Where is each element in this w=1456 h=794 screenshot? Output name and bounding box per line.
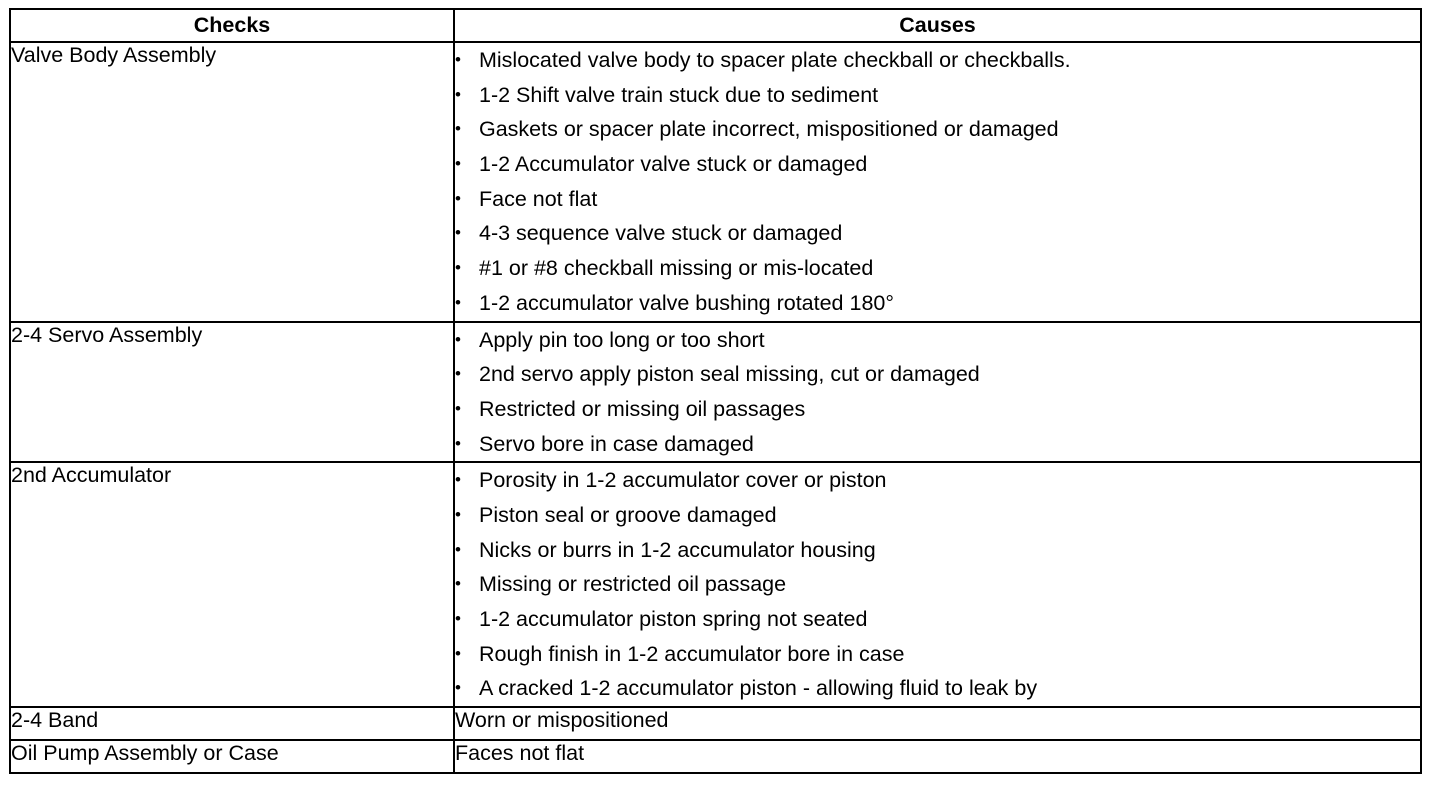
causes-cell xyxy=(454,462,1421,707)
table-row xyxy=(10,42,1421,322)
check-label: 2nd Accumulator xyxy=(10,462,454,707)
cause-item: • A cracked 1-2 accumulator piston - allowing fluid to leak by xyxy=(455,671,1420,706)
check-label: 2-4 Servo Assembly xyxy=(10,322,454,463)
cause-item: • 2nd servo apply piston seal missing, cut or damaged xyxy=(455,357,1420,392)
cause-item: • 1-2 Accumulator valve stuck or damaged xyxy=(455,147,1420,182)
cause-text: Faces not flat xyxy=(454,740,1421,773)
table-row xyxy=(10,462,1421,707)
cause-item: • Mislocated valve body to spacer plate checkball or checkballs. xyxy=(455,43,1420,78)
cause-list xyxy=(455,43,1420,321)
checks-header: Checks xyxy=(10,9,454,42)
causes-cell xyxy=(454,322,1421,463)
causes-header: Causes xyxy=(454,9,1421,42)
check-label: Oil Pump Assembly or Case xyxy=(10,740,454,773)
table-row xyxy=(10,322,1421,463)
cause-list xyxy=(455,463,1420,706)
cause-item: • 1-2 accumulator valve bushing rotated 180° xyxy=(455,286,1420,321)
table-row xyxy=(10,740,1421,773)
checks-causes-table xyxy=(9,8,1422,774)
cause-item: • Gaskets or spacer plate incorrect, mispositioned or damaged xyxy=(455,112,1420,147)
causes-cell xyxy=(454,42,1421,322)
cause-item: • 1-2 accumulator piston spring not seated xyxy=(455,602,1420,637)
cause-item: • Servo bore in case damaged xyxy=(455,427,1420,462)
check-label: Valve Body Assembly xyxy=(10,42,454,322)
cause-item: • 4-3 sequence valve stuck or damaged xyxy=(455,216,1420,251)
cause-item: • Porosity in 1-2 accumulator cover or piston xyxy=(455,463,1420,498)
cause-item: • Rough finish in 1-2 accumulator bore in case xyxy=(455,637,1420,672)
cause-item: • Apply pin too long or too short xyxy=(455,323,1420,358)
cause-item: • Restricted or missing oil passages xyxy=(455,392,1420,427)
cause-text: Worn or mispositioned xyxy=(454,707,1421,740)
cause-item: • 1-2 Shift valve train stuck due to sediment xyxy=(455,78,1420,113)
header-row xyxy=(10,9,1421,42)
cause-list xyxy=(455,323,1420,462)
cause-item: • Missing or restricted oil passage xyxy=(455,567,1420,602)
table-row xyxy=(10,707,1421,740)
cause-item: • Piston seal or groove damaged xyxy=(455,498,1420,533)
cause-item: • Nicks or burrs in 1-2 accumulator housing xyxy=(455,533,1420,568)
check-label: 2-4 Band xyxy=(10,707,454,740)
cause-item: • #1 or #8 checkball missing or mis-located xyxy=(455,251,1420,286)
cause-item: • Face not flat xyxy=(455,182,1420,217)
